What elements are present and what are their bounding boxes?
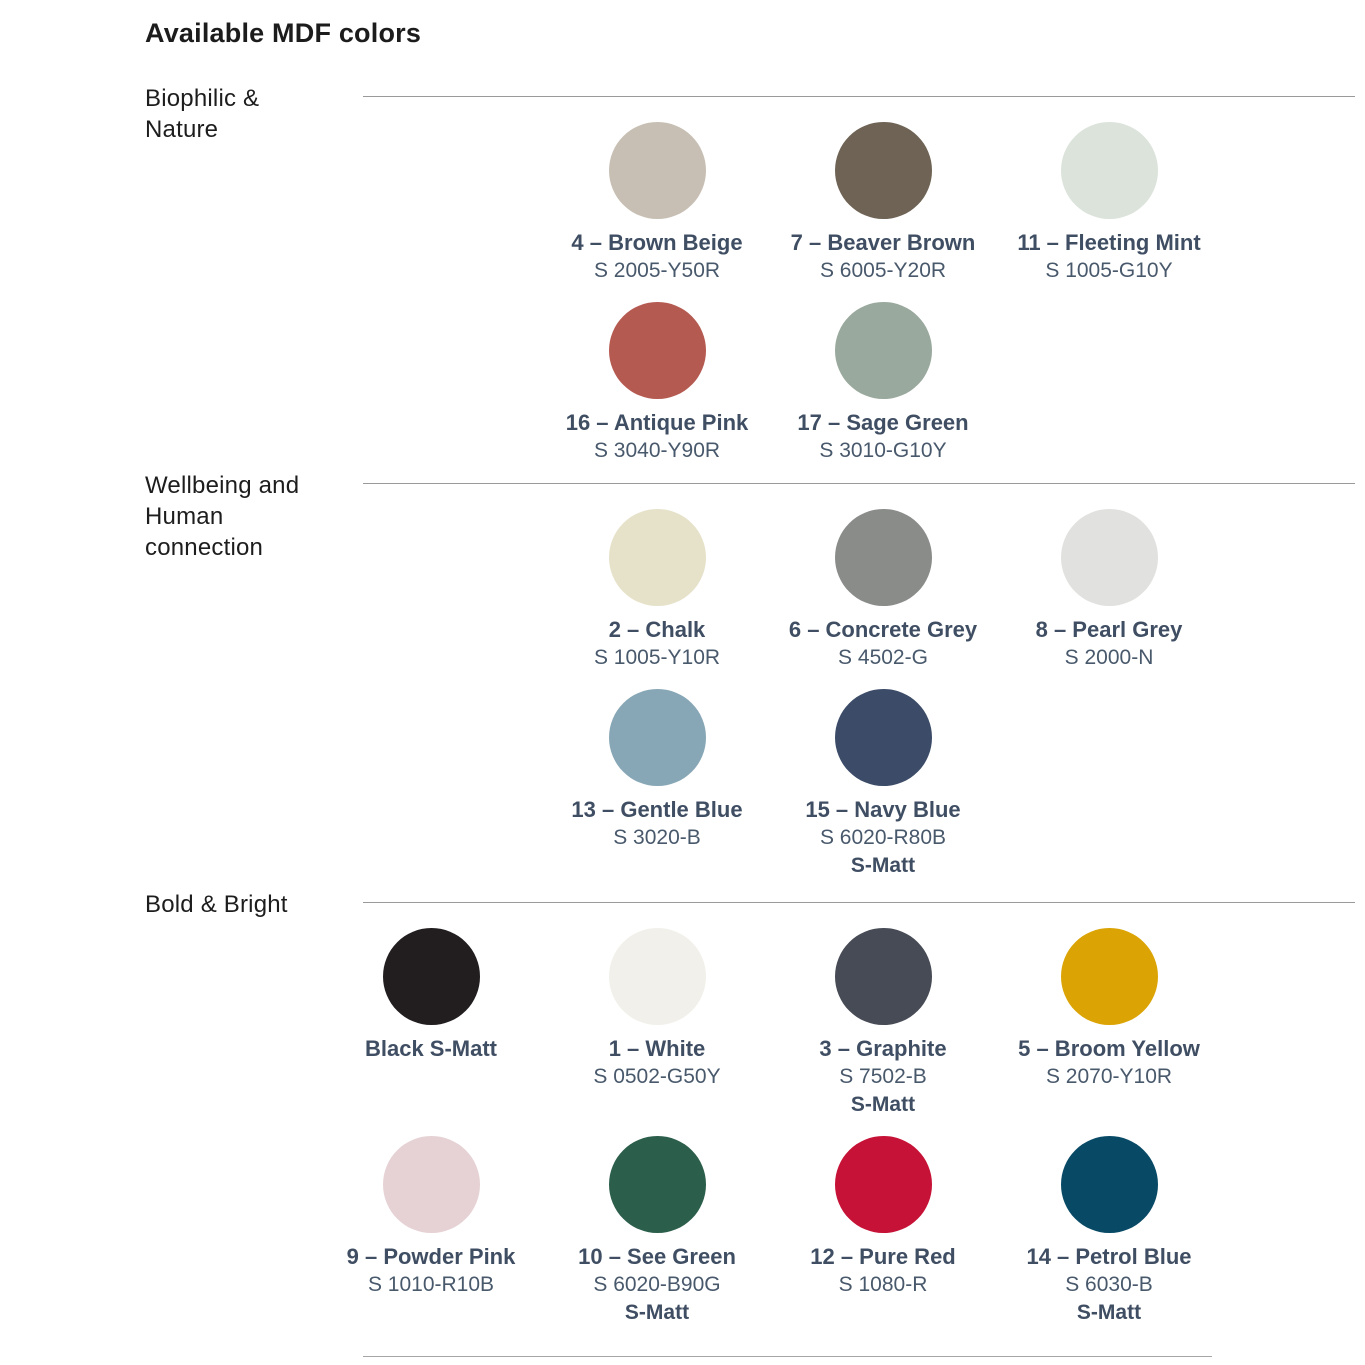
- swatch-code: S 6020-B90G: [593, 1273, 721, 1296]
- swatch-brown-beige: [544, 122, 770, 285]
- swatch-name: 14 – Petrol Blue: [1026, 1244, 1192, 1269]
- section-label: Wellbeing and Human connection: [145, 472, 300, 561]
- section-label: Bold & Bright: [145, 891, 288, 918]
- section-divider-line: [363, 96, 1355, 97]
- swatch-code: S 6005-Y20R: [819, 259, 947, 282]
- bottom-divider-line: [363, 1356, 1212, 1357]
- color-dot: [1061, 928, 1158, 1025]
- swatch-chalk: [544, 509, 770, 672]
- swatch-code: S 1005-Y10R: [593, 646, 721, 669]
- swatch-row: [318, 689, 1365, 880]
- color-dot: [835, 302, 932, 399]
- swatch-name: 12 – Pure Red: [810, 1244, 956, 1269]
- swatch-name: 16 – Antique Pink: [565, 410, 749, 435]
- swatch-name: 17 – Sage Green: [797, 410, 969, 435]
- swatch-code: S 4502-G: [838, 646, 928, 669]
- swatch-code: S 6020-R80B: [819, 826, 947, 849]
- swatch-black-s-matt: [318, 928, 544, 1119]
- color-dot: [835, 928, 932, 1025]
- swatch-row: [318, 928, 1365, 1119]
- swatch-name: 4 – Brown Beige: [571, 230, 743, 255]
- swatch-code: S 3010-G10Y: [819, 439, 947, 462]
- color-dot: [609, 122, 706, 219]
- color-dot: [835, 509, 932, 606]
- section-content: [318, 85, 1365, 482]
- swatch-gentle-blue: [544, 689, 770, 880]
- swatch-row: [318, 302, 1365, 465]
- swatch-name: 15 – Navy Blue: [805, 797, 961, 822]
- color-dot: [835, 689, 932, 786]
- swatch-pure-red: [770, 1136, 996, 1327]
- swatch-powder-pink: [318, 1136, 544, 1327]
- color-dot: [383, 928, 480, 1025]
- swatch-name: 13 – Gentle Blue: [571, 797, 743, 822]
- swatch-name: 1 – White: [608, 1036, 706, 1061]
- swatch-finish: S-Matt: [850, 854, 916, 877]
- swatch-beaver-brown: [770, 122, 996, 285]
- swatch-name: 2 – Chalk: [608, 617, 706, 642]
- swatch-broom-yellow: [996, 928, 1222, 1119]
- swatch-fleeting-mint: [996, 122, 1222, 285]
- color-dot: [383, 1136, 480, 1233]
- swatch-graphite: [770, 928, 996, 1119]
- swatch-code: S 1005-G10Y: [1045, 259, 1173, 282]
- swatch-name: Black S-Matt: [364, 1036, 498, 1061]
- section-divider-line: [363, 902, 1355, 903]
- swatch-row: [318, 509, 1365, 672]
- color-dot: [835, 122, 932, 219]
- swatch-petrol-blue: [996, 1136, 1222, 1327]
- swatch-rows: [318, 928, 1365, 1327]
- swatch-name: 3 – Graphite: [819, 1036, 947, 1061]
- color-dot: [609, 302, 706, 399]
- swatch-code: S 2005-Y50R: [593, 259, 721, 282]
- swatch-see-green: [544, 1136, 770, 1327]
- swatch-name: 11 – Fleeting Mint: [1017, 230, 1201, 255]
- color-dot: [609, 928, 706, 1025]
- swatch-code: S 1010-R10B: [367, 1273, 495, 1296]
- color-dot: [609, 509, 706, 606]
- swatch-finish: S-Matt: [850, 1093, 916, 1116]
- swatch-name: 5 – Broom Yellow: [1018, 1036, 1200, 1061]
- color-dot: [1061, 509, 1158, 606]
- section-biophilic-nature: [0, 85, 1365, 482]
- color-dot: [1061, 122, 1158, 219]
- swatch-white: [544, 928, 770, 1119]
- section-content: [318, 891, 1365, 1344]
- swatch-antique-pink: [544, 302, 770, 465]
- color-dot: [1061, 1136, 1158, 1233]
- section-divider-line: [363, 483, 1355, 484]
- swatch-pearl-grey: [996, 509, 1222, 672]
- swatch-name: 7 – Beaver Brown: [790, 230, 976, 255]
- swatch-rows: [318, 509, 1365, 880]
- section-content: [318, 472, 1365, 897]
- swatch-name: 9 – Powder Pink: [346, 1244, 516, 1269]
- swatch-code: S 3020-B: [613, 826, 701, 849]
- swatch-concrete-grey: [770, 509, 996, 672]
- swatch-code: S 3040-Y90R: [593, 439, 721, 462]
- swatch-name: 10 – See Green: [578, 1244, 736, 1269]
- swatch-name: 8 – Pearl Grey: [1035, 617, 1183, 642]
- swatch-rows: [318, 122, 1365, 465]
- swatch-finish: S-Matt: [624, 1301, 690, 1324]
- swatch-code: S 6030-B: [1065, 1273, 1153, 1296]
- swatch-code: S 2070-Y10R: [1045, 1065, 1173, 1088]
- color-dot: [835, 1136, 932, 1233]
- swatch-row: [318, 1136, 1365, 1327]
- swatch-code: S 2000-N: [1064, 646, 1154, 669]
- section-wellbeing: [0, 472, 1365, 897]
- page-title: Available MDF colors: [145, 18, 422, 48]
- section-label: Biophilic & Nature: [145, 85, 260, 143]
- swatch-name: 6 – Concrete Grey: [788, 617, 978, 642]
- section-bold-bright: [0, 891, 1365, 1344]
- swatch-sage-green: [770, 302, 996, 465]
- swatch-code: S 7502-B: [839, 1065, 927, 1088]
- color-dot: [609, 689, 706, 786]
- swatch-code: S 0502-G50Y: [593, 1065, 721, 1088]
- swatch-navy-blue: [770, 689, 996, 880]
- swatch-finish: S-Matt: [1076, 1301, 1142, 1324]
- color-dot: [609, 1136, 706, 1233]
- swatch-code: S 1080-R: [838, 1273, 928, 1296]
- swatch-row: [318, 122, 1365, 285]
